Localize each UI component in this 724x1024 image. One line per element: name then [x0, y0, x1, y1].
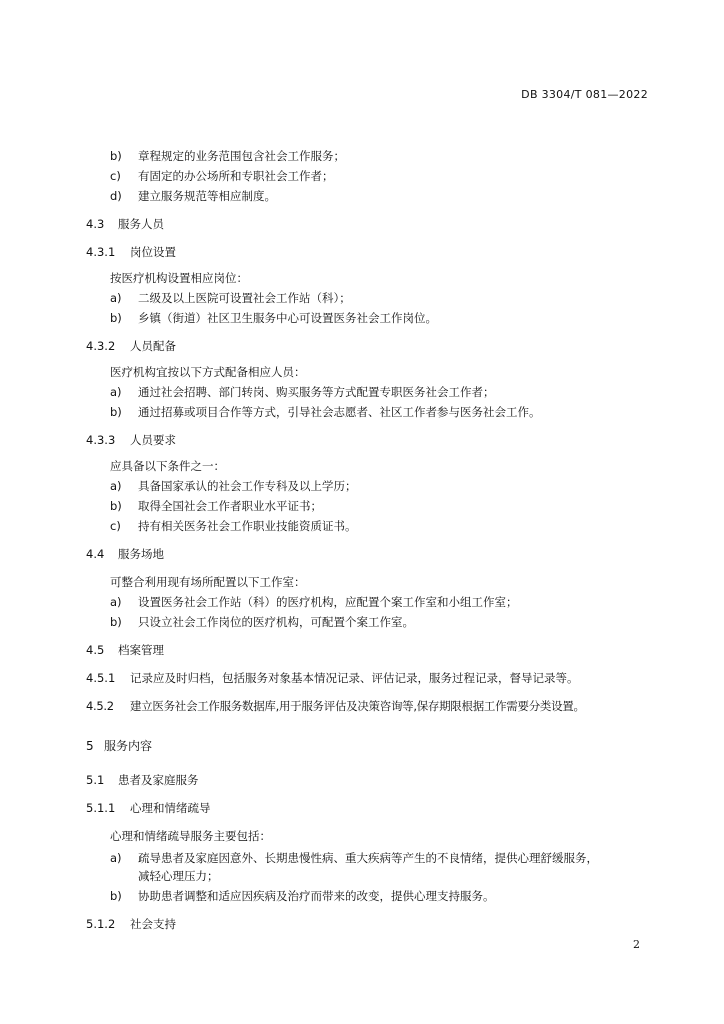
clause-text: 记录应及时归档，包括服务对象基本情况记录、评估记录，服务过程记录，督导记录等。	[130, 671, 579, 685]
item-text: 乡镇（街道）社区卫生服务中心可设置医务社会工作岗位。	[138, 311, 437, 325]
section-title: 人员配备	[130, 339, 176, 353]
section-title: 岗位设置	[130, 245, 176, 259]
paragraph-intro: 可整合利用现有场所配置以下工作室：	[110, 575, 306, 589]
document-code: DB 3304/T 081—2022	[521, 88, 648, 101]
item-text: 通过招募或项目合作等方式，引导社会志愿者、社区工作者参与医务社会工作。	[138, 405, 541, 419]
list-item	[110, 290, 351, 306]
item-label: a)	[110, 291, 122, 305]
item-text: 取得全国社会工作者职业水平证书；	[138, 499, 322, 513]
item-text: 有固定的办公场所和专职社会工作者；	[138, 169, 334, 183]
item-text: 协助患者调整和适应因疾病及治疗而带来的改变，提供心理支持服务。	[138, 889, 495, 903]
clause-paragraph	[86, 670, 579, 686]
section-title: 服务场地	[118, 547, 164, 561]
list-item	[110, 310, 437, 326]
item-label: a)	[110, 385, 122, 399]
paragraph-intro: 应具备以下条件之一：	[110, 459, 225, 473]
list-item	[110, 850, 598, 866]
section-number: 4.4	[86, 547, 105, 561]
item-text: 通过社会招聘、部门转岗、购买服务等方式配置专职医务社会工作者；	[138, 385, 495, 399]
paragraph-intro: 按医疗机构设置相应岗位：	[110, 271, 248, 285]
subsection-heading	[86, 800, 211, 816]
paragraph-intro: 心理和情绪疏导服务主要包括：	[110, 829, 271, 843]
item-label: b)	[110, 499, 122, 513]
clause-text: 建立医务社会工作服务数据库,用于服务评估及决策咨询等,保存期限根据工作需要分类设置。	[130, 699, 585, 713]
section-title: 服务内容	[104, 739, 153, 753]
section-heading	[86, 216, 164, 232]
section-heading	[86, 642, 164, 658]
list-item	[110, 188, 276, 204]
item-text: 建立服务规范等相应制度。	[138, 189, 276, 203]
section-number: 4.3.2	[86, 339, 116, 353]
section-number: 5	[86, 739, 94, 753]
section-title: 患者及家庭服务	[118, 773, 199, 787]
list-item	[110, 498, 322, 514]
section-title: 服务人员	[118, 217, 164, 231]
item-label: b)	[110, 615, 122, 629]
section-number: 5.1.2	[86, 917, 116, 931]
item-label: a)	[110, 595, 122, 609]
item-text: 只设立社会工作岗位的医疗机构，可配置个案工作室。	[138, 615, 414, 629]
subsection-heading	[86, 432, 176, 448]
item-text: 章程规定的业务范围包含社会工作服务；	[138, 149, 345, 163]
item-label: b)	[110, 311, 122, 325]
list-item	[110, 384, 495, 400]
item-label: a)	[110, 479, 122, 493]
section-title: 档案管理	[118, 643, 164, 657]
clause-paragraph	[86, 698, 585, 714]
list-item	[110, 168, 334, 184]
subsection-heading	[86, 338, 176, 354]
item-label: b)	[110, 889, 122, 903]
item-label: a)	[110, 851, 122, 865]
item-label: c)	[110, 519, 121, 533]
subsection-heading	[86, 916, 176, 932]
section-number: 4.3.3	[86, 433, 116, 447]
chapter-heading	[86, 738, 152, 754]
item-label: b)	[110, 405, 122, 419]
item-text: 具备国家承认的社会工作专科及以上学历；	[138, 479, 357, 493]
subsection-heading	[86, 244, 176, 260]
section-number: 4.3.1	[86, 245, 116, 259]
list-item	[110, 518, 357, 534]
item-text: 疏导患者及家庭因意外、长期患慢性病、重大疾病等产生的不良情绪，提供心理舒缓服务，	[138, 851, 598, 865]
item-text: 二级及以上医院可设置社会工作站（科）；	[138, 291, 351, 305]
list-item	[110, 148, 345, 164]
item-continuation: 减轻心理压力；	[138, 869, 219, 883]
item-label: d)	[110, 189, 122, 203]
section-number: 4.3	[86, 217, 105, 231]
list-item	[110, 594, 518, 610]
section-number: 4.5.1	[86, 671, 116, 685]
list-item	[110, 404, 541, 420]
section-heading	[86, 546, 164, 562]
section-title: 社会支持	[130, 917, 176, 931]
section-title: 人员要求	[130, 433, 176, 447]
section-number: 5.1	[86, 773, 105, 787]
item-label: b)	[110, 149, 122, 163]
item-text: 持有相关医务社会工作职业技能资质证书。	[138, 519, 357, 533]
list-item	[110, 888, 495, 904]
list-item	[110, 478, 357, 494]
section-number: 5.1.1	[86, 801, 116, 815]
paragraph-intro: 医疗机构宜按以下方式配备相应人员：	[110, 365, 306, 379]
section-number: 4.5.2	[86, 699, 114, 713]
item-label: c)	[110, 169, 121, 183]
item-text: 设置医务社会工作站（科）的医疗机构，应配置个案工作室和小组工作室；	[138, 595, 518, 609]
section-title: 心理和情绪疏导	[130, 801, 211, 815]
section-number: 4.5	[86, 643, 105, 657]
list-item	[110, 614, 414, 630]
section-heading	[86, 772, 199, 788]
page-number: 2	[633, 938, 640, 951]
